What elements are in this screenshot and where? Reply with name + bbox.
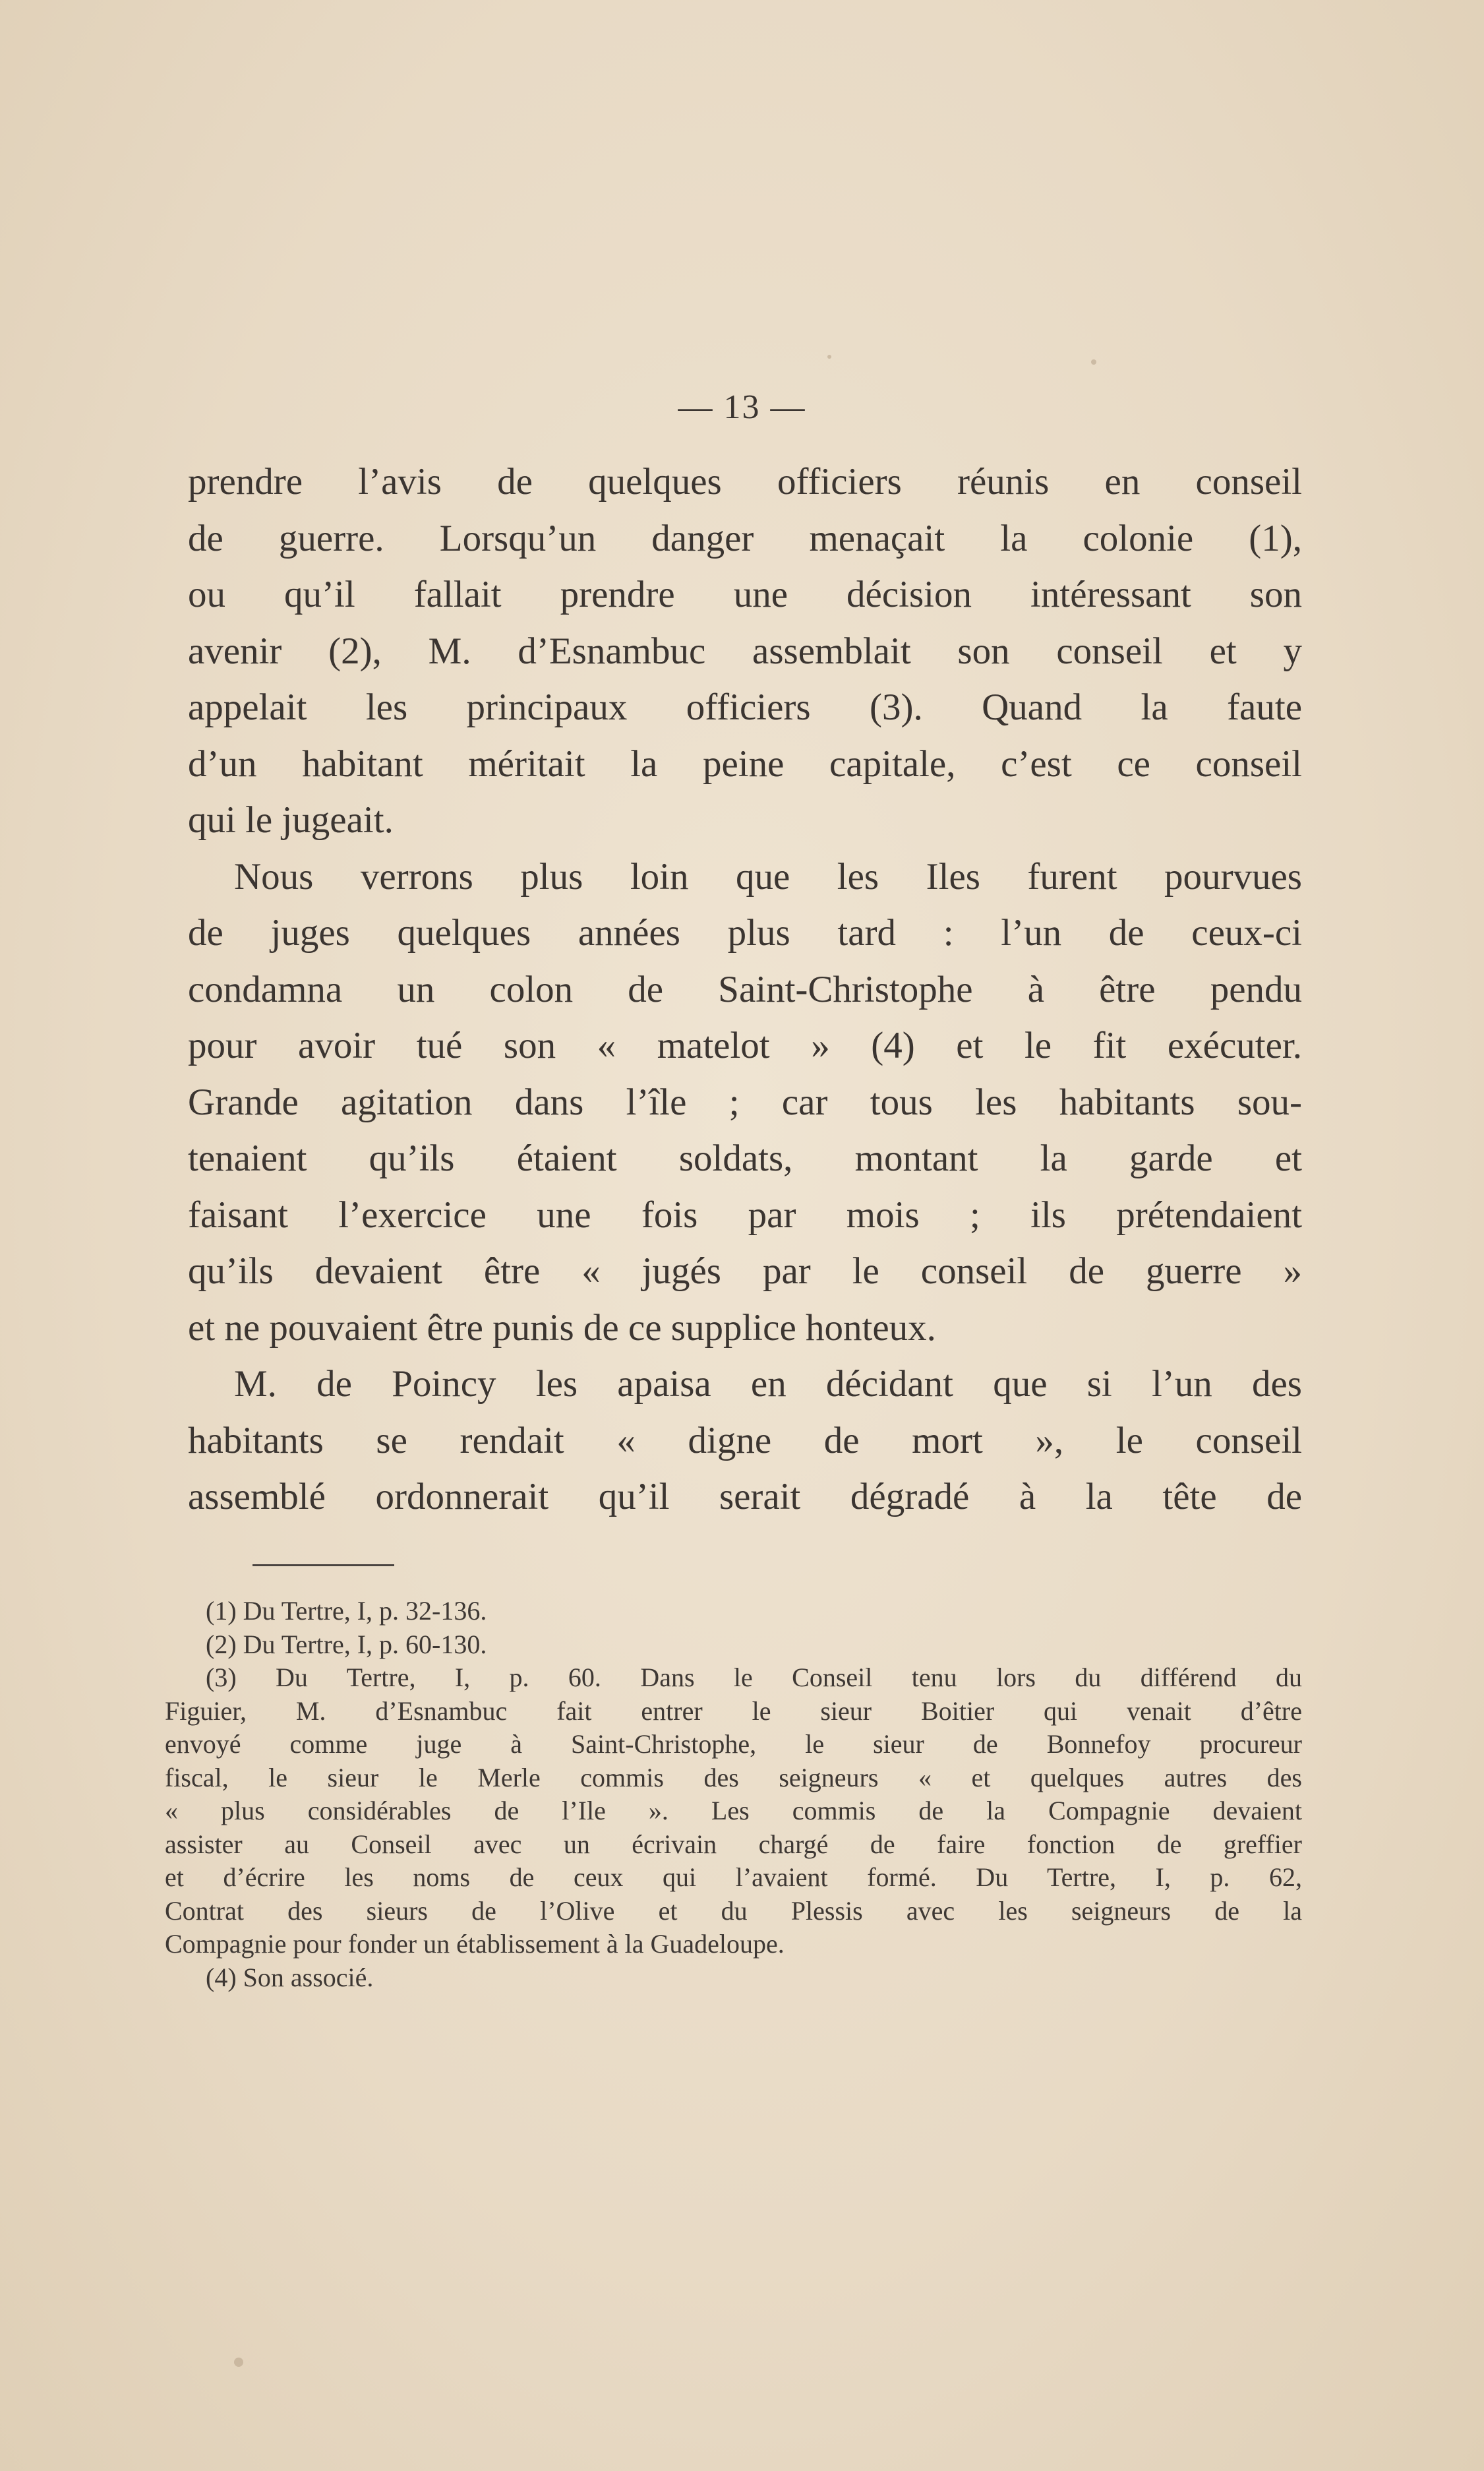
body-line: prendre l’avis de quelques officiers réunis en conseil (188, 461, 1302, 503)
body-line: de juges quelques années plus tard : l’un de ceux-ci (188, 912, 1302, 954)
body-line: M. de Poincy les apaisa en décidant que si l’un des (234, 1363, 1302, 1405)
footnotes (165, 1595, 1302, 1994)
body-line: assemblé ordonnerait qu’il serait dégradé à la tête de (188, 1476, 1302, 1517)
body-line: de guerre. Lorsqu’un danger menaçait la colonie (1), (188, 517, 1302, 559)
body-line: et ne pouvaient être punis de ce supplice honteux. (188, 1306, 936, 1349)
body-line: appelait les principaux officiers (3). Quand la faute (188, 686, 1302, 728)
paper-speck (234, 2358, 243, 2367)
page-number: — 13 — (678, 388, 806, 426)
footnote-line: assister au Conseil avec un écrivain chargé de faire fonction de greffier (165, 1829, 1302, 1859)
body-line: qu’ils devaient être « jugés par le conseil de guerre » (188, 1250, 1302, 1292)
footnote-line: (2) Du Tertre, I, p. 60-130. (206, 1629, 487, 1659)
body-line: habitants se rendait « digne de mort », le conseil (188, 1419, 1302, 1461)
footnote-line: Compagnie pour fonder un établissement à la Guadeloupe. (165, 1929, 785, 1959)
footnote-line: Contrat des sieurs de l’Olive et du Plessis avec les seigneurs de la (165, 1895, 1302, 1926)
footnote-line: Figuier, M. d’Esnambuc fait entrer le sieur Boitier qui venait d’être (165, 1695, 1302, 1726)
footnote-line: et d’écrire les noms de ceux qui l’avaient formé. Du Tertre, I, p. 62, (165, 1862, 1302, 1892)
footnote-line: (3) Du Tertre, I, p. 60. Dans le Conseil tenu lors du différend du (206, 1663, 1302, 1692)
footnote-line: (4) Son associé. (206, 1962, 374, 1992)
footnote-line: (1) Du Tertre, I, p. 32-136. (206, 1596, 487, 1626)
body-line: condamna un colon de Saint-Christophe à être pendu (188, 968, 1302, 1010)
body-line: pour avoir tué son « matelot » (4) et le fit exécuter. (188, 1025, 1302, 1066)
paper-speck (1091, 359, 1096, 365)
paper-speck (827, 355, 831, 359)
body-line: d’un habitant méritait la peine capitale, c’est ce conseil (188, 743, 1302, 785)
footnote-line: « plus considérables de l’Ile ». Les commis de la Compagnie devaient (165, 1796, 1302, 1825)
body-line: faisant l’exercice une fois par mois ; ils prétendaient (188, 1194, 1302, 1236)
body-line: qui le jugeait. (188, 799, 394, 841)
body-line: Grande agitation dans l’île ; car tous les habitants sou- (188, 1081, 1302, 1123)
body-line: avenir (2), M. d’Esnambuc assemblait son conseil et y (188, 630, 1302, 672)
body-line: ou qu’il fallait prendre une décision intéressant son (188, 574, 1302, 615)
body-text (188, 454, 1302, 1525)
footnote-line: envoyé comme juge à Saint-Christophe, le sieur de Bonnefoy procureur (165, 1729, 1302, 1759)
body-line: tenaient qu’ils étaient soldats, montant la garde et (188, 1138, 1302, 1179)
footnote-line: fiscal, le sieur le Merle commis des seigneurs « et quelques autres des (165, 1762, 1302, 1792)
body-line: Nous verrons plus loin que les Iles furent pourvues (234, 855, 1302, 898)
footnote-separator (252, 1564, 394, 1566)
